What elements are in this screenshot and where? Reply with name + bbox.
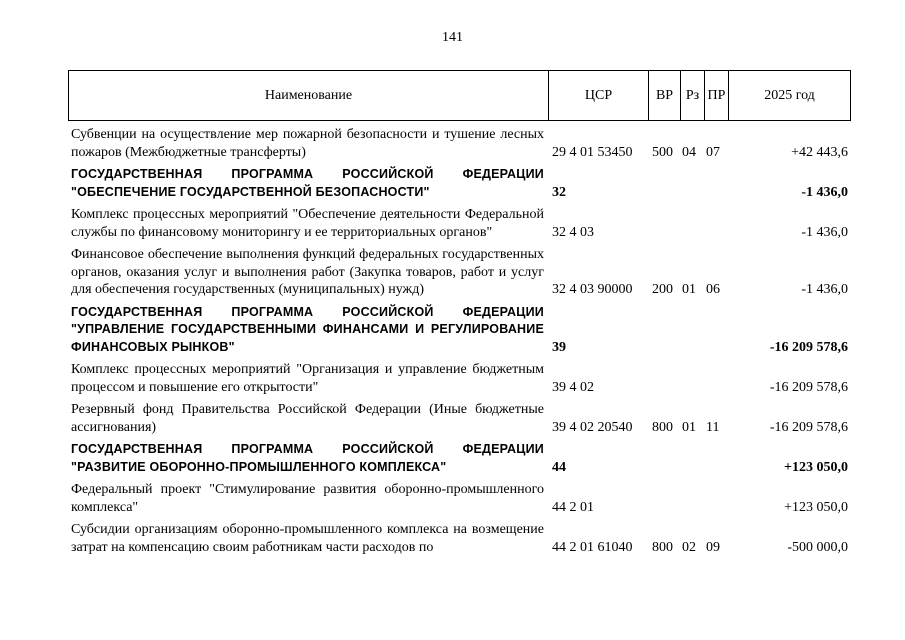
table-row [68, 361, 850, 401]
row-vr [648, 441, 680, 481]
row-csr: 39 4 02 [552, 379, 594, 395]
table-row [68, 206, 850, 246]
row-amount: -500 000,0 [787, 539, 848, 555]
row-vr: 500 [652, 144, 673, 160]
table-row [68, 441, 850, 481]
row-pr: 11 [706, 419, 720, 435]
row-vr [648, 206, 680, 246]
row-amount: +123 050,0 [784, 499, 848, 515]
row-amount: +42 443,6 [791, 144, 848, 160]
row-pr: 06 [706, 282, 720, 297]
table-header [68, 70, 851, 121]
row-amount: -16 209 578,6 [769, 339, 848, 355]
row-vr [648, 166, 680, 206]
row-pr [704, 304, 728, 362]
table-row [68, 481, 850, 521]
row-rz: 02 [682, 539, 696, 555]
table-row [68, 521, 850, 561]
row-csr: 44 2 01 [552, 499, 594, 515]
table-row [68, 304, 850, 362]
row-amount: -16 209 578,6 [769, 379, 848, 395]
row-pr [704, 206, 728, 246]
row-pr [704, 361, 728, 401]
row-vr: 800 [652, 419, 673, 435]
row-name: Финансовое обеспечение выполнения функций федеральных государственных органов, оказания услуг и выполнения работ (Закупка товаров, работ и услуг для обеспечения государственных (муниципальных) нужд) [71, 247, 544, 297]
header-name: Наименование [69, 71, 549, 121]
row-rz [680, 361, 704, 401]
table-row [68, 401, 850, 441]
row-rz: 01 [682, 419, 696, 435]
row-amount: +123 050,0 [784, 459, 848, 475]
row-amount: -1 436,0 [801, 282, 848, 297]
row-name: Федеральный проект "Стимулирование развития оборонно-промышленного комплекса" [71, 482, 544, 515]
row-pr: 07 [706, 144, 720, 160]
table-row [68, 246, 850, 304]
row-vr [648, 361, 680, 401]
row-pr: 09 [706, 539, 720, 555]
row-csr: 32 4 03 [552, 224, 594, 240]
row-csr: 32 4 03 90000 [552, 282, 633, 297]
row-amount: -1 436,0 [801, 184, 848, 200]
row-name: Субвенции на осуществление мер пожарной безопасности и тушение лесных пожаров (Межбюджетные трансферты) [71, 127, 544, 160]
table-row [68, 126, 850, 166]
row-name: Резервный фонд Правительства Российской Федерации (Иные бюджетные ассигнования) [71, 402, 544, 435]
row-csr: 39 4 02 20540 [552, 419, 633, 435]
row-rz: 04 [682, 144, 696, 160]
table-row [68, 166, 850, 206]
row-rz [680, 481, 704, 521]
row-pr [704, 481, 728, 521]
page-number: 141 [442, 30, 463, 45]
row-name: ГОСУДАРСТВЕННАЯ ПРОГРАММА РОССИЙСКОЙ ФЕДЕРАЦИИ "УПРАВЛЕНИЕ ГОСУДАРСТВЕННЫМИ ФИНАНСАМИ И РЕГУЛИРОВАНИЕ ФИНАНСОВЫХ РЫНКОВ" [71, 304, 544, 354]
row-name: Комплекс процессных мероприятий "Организация и управление бюджетным процессом и повышение его открытости" [71, 362, 544, 395]
row-csr: 29 4 01 53450 [552, 144, 633, 160]
header-vr: ВР [649, 71, 681, 121]
row-vr [648, 304, 680, 362]
row-pr [704, 166, 728, 206]
row-rz [680, 304, 704, 362]
row-csr: 32 [552, 184, 566, 200]
row-rz [680, 166, 704, 206]
header-rz: Рз [681, 71, 705, 121]
row-name: ГОСУДАРСТВЕННАЯ ПРОГРАММА РОССИЙСКОЙ ФЕДЕРАЦИИ "РАЗВИТИЕ ОБОРОННО-ПРОМЫШЛЕННОГО КОМПЛЕКСА" [71, 442, 544, 474]
row-vr: 800 [652, 539, 673, 555]
row-vr [648, 481, 680, 521]
row-amount: -1 436,0 [801, 224, 848, 240]
row-pr [704, 441, 728, 481]
row-csr: 44 [552, 459, 566, 475]
header-pr: ПР [705, 71, 729, 121]
row-rz: 01 [682, 282, 696, 297]
row-csr: 39 [552, 339, 566, 355]
row-rz [680, 206, 704, 246]
row-rz [680, 441, 704, 481]
row-name: Комплекс процессных мероприятий "Обеспечение деятельности Федеральной службы по финансовому мониторингу и ее территориальных органов" [71, 207, 544, 240]
row-name: ГОСУДАРСТВЕННАЯ ПРОГРАММА РОССИЙСКОЙ ФЕДЕРАЦИИ "ОБЕСПЕЧЕНИЕ ГОСУДАРСТВЕННОЙ БЕЗОПАСНОСТИ" [71, 167, 544, 199]
row-vr: 200 [652, 282, 673, 297]
header-year: 2025 год [729, 71, 851, 121]
row-amount: -16 209 578,6 [769, 419, 848, 435]
row-name: Субсидии организациям оборонно-промышленного комплекса на возмещение затрат на компенсацию своим работникам части расходов по [71, 522, 544, 555]
header-csr: ЦСР [549, 71, 649, 121]
budget-table [68, 126, 850, 561]
row-csr: 44 2 01 61040 [552, 539, 633, 555]
